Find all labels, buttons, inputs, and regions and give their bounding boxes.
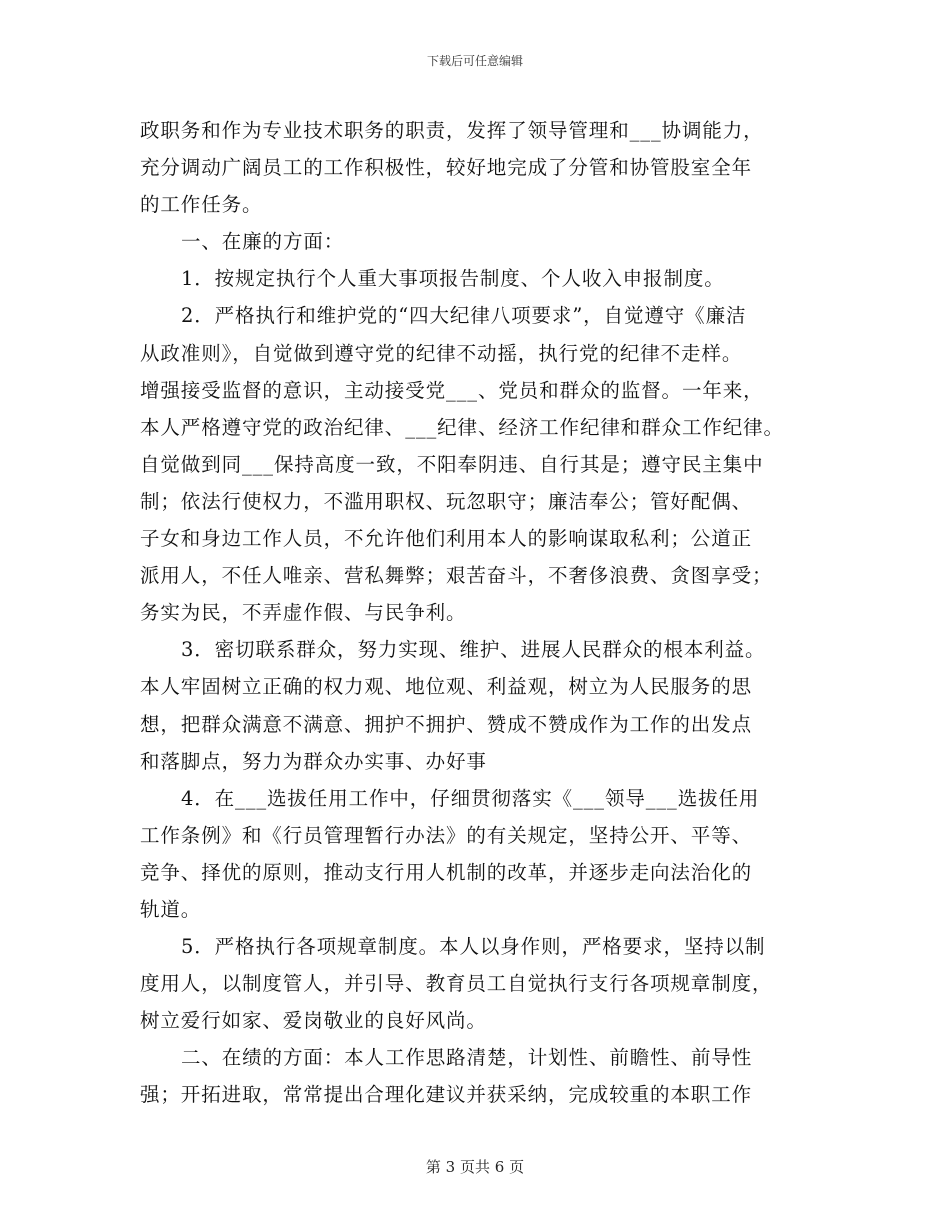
body-line: 竞争、择优的原则，推动支行用人机制的改革，并逐步走向法治化的 [140, 860, 753, 884]
body-line: 3．密切联系群众，努力实现、维护、进展人民群众的根本利益。 [180, 638, 766, 662]
body-line: 一、在廉的方面： [180, 230, 345, 254]
body-line: 增强接受监督的意识，主动接受党___、党员和群众的监督。一年来， [140, 378, 764, 402]
body-line: 的工作任务。 [140, 193, 263, 217]
body-line: 制；依法行使权力，不滥用职权、玩忽职守；廉洁奉公；管好配偶、 [140, 489, 753, 513]
body-line: 轨道。 [140, 897, 202, 921]
body-line: 从政准则》，自觉做到遵守党的纪律不动摇，执行党的纪律不走样。 [140, 341, 743, 365]
body-line: 2．严格执行和维护党的“四大纪律八项要求”，自觉遵守《廉洁 [180, 304, 747, 328]
body-line: 工作条例》和《行员管理暂行办法》的有关规定，坚持公开、平等、 [140, 823, 753, 847]
body-line: 强；开拓进取，常常提出合理化建议并获采纳，完成较重的本职工作 [140, 1083, 753, 1107]
body-line: 本人严格遵守党的政治纪律、___纪律、经济工作纪律和群众工作纪律。 [140, 415, 784, 439]
body-line: 4．在___选拔任用工作中，仔细贯彻落实《___领导___选拔任用 [180, 786, 760, 810]
body-line: 派用人，不任人唯亲、营私舞弊；艰苦奋斗，不奢侈浪费、贪图享受； [140, 564, 773, 588]
page-header: 下载后可任意编辑 [426, 54, 523, 68]
body-line: 政职务和作为专业技术职务的职责，发挥了领导管理和___协调能力， [140, 119, 764, 142]
body-line: 度用人，以制度管人，并引导、教育员工自觉执行支行各项规章制度， [140, 972, 773, 996]
body-line: 充分调动广阔员工的工作积极性，较好地完成了分管和协管股室全年 [140, 156, 753, 180]
body-line: 务实为民，不弄虚作假、与民争利。 [140, 601, 467, 625]
body-line: 和落脚点，努力为群众办实事、办好事 [140, 749, 487, 773]
body-line: 想，把群众满意不满意、拥护不拥护、赞成不赞成作为工作的出发点 [140, 712, 753, 736]
page-footer: 第 3 页共 6 页 [425, 1158, 525, 1176]
document-body [140, 112, 830, 1114]
body-line: 本人牢固树立正确的权力观、地位观、利益观，树立为人民服务的思 [140, 675, 753, 699]
body-line: 二、在绩的方面：本人工作思路清楚，计划性、前瞻性、前导性 [180, 1046, 753, 1070]
body-line: 树立爱行如家、爱岗敬业的良好风尚。 [140, 1009, 487, 1033]
body-line: 子女和身边工作人员，不允许他们利用本人的影响谋取私利；公道正 [140, 527, 753, 551]
body-line: 1．按规定执行个人重大事项报告制度、个人收入申报制度。 [180, 267, 725, 291]
body-line: 自觉做到同___保持高度一致，不阳奉阴违、自行其是；遵守民主集中 [140, 452, 764, 476]
body-line: 5．严格执行各项规章制度。本人以身作则，严格要求，坚持以制 [180, 935, 766, 959]
